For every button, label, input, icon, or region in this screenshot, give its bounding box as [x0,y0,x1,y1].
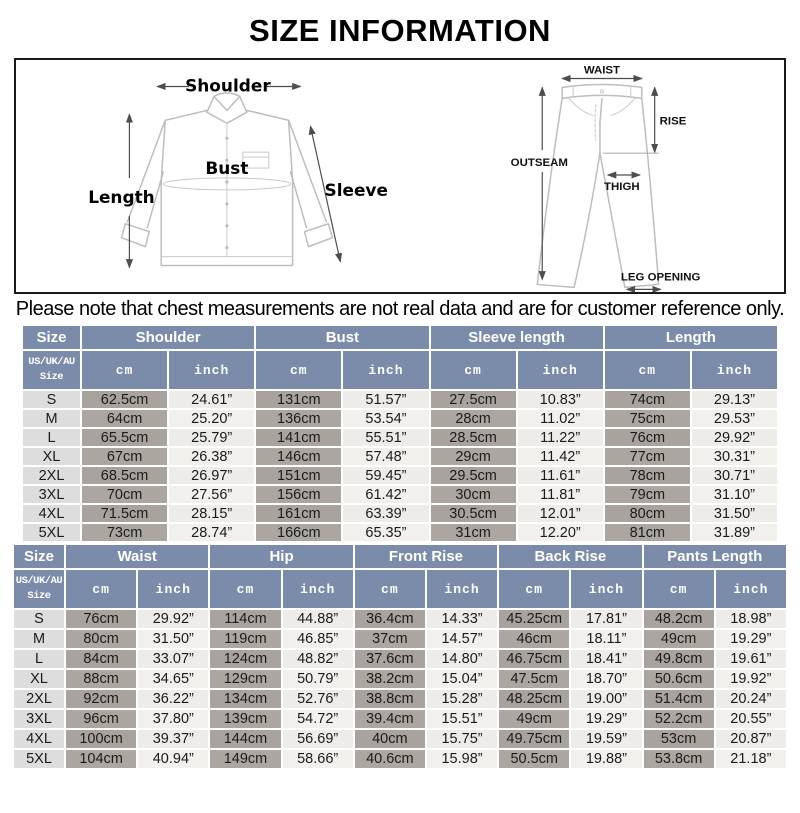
cm-value-cell: 80cm [605,505,690,522]
cm-value-cell: 38.8cm [355,690,425,708]
cm-value-cell: 124cm [210,650,280,668]
size-cell: 5XL [14,750,64,768]
size-cell: M [23,410,80,427]
shirt-measurement-diagram [16,60,400,292]
cm-value-cell: 76cm [66,610,136,628]
inch-unit-header: inch [692,351,777,389]
inch-value-cell: 31.89” [692,524,777,541]
inch-value-cell: 18.98” [716,610,786,628]
inch-value-cell: 55.51” [343,429,428,446]
cm-unit-header: cm [499,570,569,608]
cm-value-cell: 129cm [210,670,280,688]
inch-value-cell: 33.07” [138,650,208,668]
cm-value-cell: 40.6cm [355,750,425,768]
cm-value-cell: 39.4cm [355,710,425,728]
inch-value-cell: 11.42” [518,448,603,465]
page-title: SIZE INFORMATION [249,13,551,48]
us-uk-au-size-header: US/UK/AU Size [14,570,64,608]
cm-value-cell: 161cm [256,505,341,522]
cm-value-cell: 53.8cm [644,750,714,768]
cm-value-cell: 48.25cm [499,690,569,708]
cm-value-cell: 114cm [210,610,280,628]
cm-value-cell: 46cm [499,630,569,648]
inch-value-cell: 29.92” [692,429,777,446]
table-row [14,610,786,628]
inch-value-cell: 11.02” [518,410,603,427]
inch-unit-header: inch [518,351,603,389]
inch-value-cell: 29.53” [692,410,777,427]
table-row [14,690,786,708]
cm-value-cell: 146cm [256,448,341,465]
rise-label: RISE [659,115,687,128]
cm-value-cell: 78cm [605,467,690,484]
cm-value-cell: 30cm [431,486,516,503]
inch-value-cell: 63.39” [343,505,428,522]
table-row [23,505,777,522]
inch-value-cell: 31.50” [692,505,777,522]
inch-value-cell: 10.83” [518,391,603,408]
cm-value-cell: 77cm [605,448,690,465]
leg-opening-label: LEG OPENING [620,271,701,284]
inch-value-cell: 20.24” [716,690,786,708]
inch-value-cell: 21.18” [716,750,786,768]
inch-value-cell: 34.65” [138,670,208,688]
table-row [23,467,777,484]
cm-unit-header: cm [210,570,280,608]
thigh-label: THIGH [604,180,640,193]
size-cell: XL [23,448,80,465]
pants-button [600,90,603,93]
cm-value-cell: 31cm [431,524,516,541]
table-row [23,391,777,408]
cm-unit-header: cm [256,351,341,389]
cm-value-cell: 104cm [66,750,136,768]
size-cell: L [14,650,64,668]
inch-value-cell: 31.50” [138,630,208,648]
cm-value-cell: 49.75cm [499,730,569,748]
back-rise-column-header: Back Rise [499,545,641,568]
inch-value-cell: 15.28” [427,690,497,708]
pants-length-column-header: Pants Length [644,545,787,568]
cm-value-cell: 49cm [644,630,714,648]
inch-value-cell: 14.57” [427,630,497,648]
inch-value-cell: 56.69” [283,730,353,748]
table-row [14,710,786,728]
cm-unit-header: cm [82,351,167,389]
cm-value-cell: 46.75cm [499,650,569,668]
cm-value-cell: 28cm [431,410,516,427]
inch-value-cell: 15.04” [427,670,497,688]
inch-value-cell: 11.61” [518,467,603,484]
size-cell: S [14,610,64,628]
inch-value-cell: 17.81” [571,610,641,628]
cm-value-cell: 37cm [355,630,425,648]
size-cell: 2XL [14,690,64,708]
tops-unit-header-row [23,351,777,389]
size-cell: 4XL [23,505,80,522]
cm-value-cell: 51.4cm [644,690,714,708]
tops-size-table [21,324,779,543]
cm-value-cell: 149cm [210,750,280,768]
sleeve-length-column-header: Sleeve length [431,326,603,349]
cm-value-cell: 76cm [605,429,690,446]
inch-value-cell: 19.61” [716,650,786,668]
inch-unit-header: inch [716,570,786,608]
size-cell: M [14,630,64,648]
inch-value-cell: 30.31” [692,448,777,465]
cm-value-cell: 27.5cm [431,391,516,408]
shoulder-label: Shoulder [185,75,271,96]
inch-value-cell: 30.71” [692,467,777,484]
inch-value-cell: 12.20” [518,524,603,541]
cm-value-cell: 139cm [210,710,280,728]
inch-value-cell: 29.13” [692,391,777,408]
inch-value-cell: 19.29” [571,710,641,728]
inch-value-cell: 18.11” [571,630,641,648]
cm-value-cell: 50.5cm [499,750,569,768]
cm-unit-header: cm [355,570,425,608]
inch-value-cell: 27.56” [169,486,254,503]
pants-fly [600,98,602,153]
cm-value-cell: 40cm [355,730,425,748]
inch-value-cell: 39.37” [138,730,208,748]
inch-value-cell: 11.81” [518,486,603,503]
inch-value-cell: 19.88” [571,750,641,768]
cm-value-cell: 144cm [210,730,280,748]
sleeve-label: Sleeve [324,179,388,200]
cm-value-cell: 29cm [431,448,516,465]
inch-value-cell: 12.01” [518,505,603,522]
cm-value-cell: 88cm [66,670,136,688]
front-rise-column-header: Front Rise [355,545,497,568]
cm-value-cell: 84cm [66,650,136,668]
inch-unit-header: inch [343,351,428,389]
length-label: Length [88,186,155,207]
inch-unit-header: inch [169,351,254,389]
inch-value-cell: 57.48” [343,448,428,465]
cm-value-cell: 80cm [66,630,136,648]
shoulder-column-header: Shoulder [82,326,254,349]
pants-measurement-diagram [400,60,784,292]
inch-value-cell: 58.66” [283,750,353,768]
size-column-header: Size [14,545,64,568]
inch-value-cell: 19.92” [716,670,786,688]
length-column-header: Length [605,326,777,349]
table-row [14,630,786,648]
cm-value-cell: 38.2cm [355,670,425,688]
inch-value-cell: 26.97” [169,467,254,484]
measurement-diagram-box [14,58,786,294]
inch-value-cell: 59.45” [343,467,428,484]
inch-unit-header: inch [283,570,353,608]
cm-value-cell: 52.2cm [644,710,714,728]
inch-unit-header: inch [427,570,497,608]
inch-value-cell: 46.85” [283,630,353,648]
size-cell: XL [14,670,64,688]
cm-value-cell: 74cm [605,391,690,408]
tops-group-header-row [23,326,777,349]
cm-value-cell: 29.5cm [431,467,516,484]
size-cell: S [23,391,80,408]
inch-value-cell: 15.51” [427,710,497,728]
table-row [14,750,786,768]
bottoms-size-table [12,543,788,770]
inch-value-cell: 48.82” [283,650,353,668]
inch-value-cell: 52.76” [283,690,353,708]
inch-value-cell: 61.42” [343,486,428,503]
outseam-label: OUTSEAM [510,157,568,170]
cm-value-cell: 151cm [256,467,341,484]
cm-value-cell: 131cm [256,391,341,408]
cm-value-cell: 64cm [82,410,167,427]
cm-value-cell: 49.8cm [644,650,714,668]
inch-value-cell: 51.57” [343,391,428,408]
cm-value-cell: 30.5cm [431,505,516,522]
cm-unit-header: cm [605,351,690,389]
cm-value-cell: 156cm [256,486,341,503]
pants-waistband [562,84,642,98]
inch-value-cell: 31.10” [692,486,777,503]
inch-value-cell: 15.75” [427,730,497,748]
size-column-header: Size [23,326,80,349]
inch-value-cell: 24.61” [169,391,254,408]
size-cell: 5XL [23,524,80,541]
cm-value-cell: 65.5cm [82,429,167,446]
table-row [14,650,786,668]
table-row [23,524,777,541]
cm-value-cell: 166cm [256,524,341,541]
inch-value-cell: 54.72” [283,710,353,728]
table-row [23,486,777,503]
cm-value-cell: 119cm [210,630,280,648]
cm-value-cell: 141cm [256,429,341,446]
inch-value-cell: 40.94” [138,750,208,768]
cm-value-cell: 81cm [605,524,690,541]
size-cell: L [23,429,80,446]
waist-column-header: Waist [66,545,208,568]
cm-value-cell: 49cm [499,710,569,728]
cm-value-cell: 37.6cm [355,650,425,668]
cm-value-cell: 48.2cm [644,610,714,628]
cm-value-cell: 96cm [66,710,136,728]
inch-value-cell: 44.88” [283,610,353,628]
inch-value-cell: 19.00” [571,690,641,708]
bust-label: Bust [205,158,249,179]
inch-value-cell: 29.92” [138,610,208,628]
cm-value-cell: 36.4cm [355,610,425,628]
inch-value-cell: 25.79” [169,429,254,446]
inch-value-cell: 15.98” [427,750,497,768]
inch-value-cell: 19.59” [571,730,641,748]
cm-value-cell: 50.6cm [644,670,714,688]
table-row [14,730,786,748]
inch-value-cell: 28.15” [169,505,254,522]
table-row [23,448,777,465]
us-uk-au-size-header: US/UK/AU Size [23,351,80,389]
pants-fly-stitch [595,104,596,140]
pants-left-leg [537,98,600,287]
inch-value-cell: 26.38” [169,448,254,465]
inch-value-cell: 50.79” [283,670,353,688]
cm-value-cell: 45.25cm [499,610,569,628]
cm-value-cell: 70cm [82,486,167,503]
reference-note: Please note that chest measurements are not real data and are for customer reference only. [0,298,800,321]
table-row [23,410,777,427]
cm-value-cell: 62.5cm [82,391,167,408]
inch-value-cell: 28.74” [169,524,254,541]
cm-unit-header: cm [644,570,714,608]
cm-value-cell: 79cm [605,486,690,503]
inch-value-cell: 18.41” [571,650,641,668]
bottoms-group-header-row [14,545,786,568]
size-cell: 4XL [14,730,64,748]
inch-value-cell: 37.80” [138,710,208,728]
shirt-left-cuff [121,224,149,247]
cm-value-cell: 134cm [210,690,280,708]
cm-value-cell: 47.5cm [499,670,569,688]
inch-value-cell: 25.20” [169,410,254,427]
cm-value-cell: 71.5cm [82,505,167,522]
hip-column-header: Hip [210,545,352,568]
cm-value-cell: 67cm [82,448,167,465]
inch-unit-header: inch [138,570,208,608]
size-cell: 3XL [14,710,64,728]
inch-value-cell: 20.87” [716,730,786,748]
cm-unit-header: cm [66,570,136,608]
cm-value-cell: 136cm [256,410,341,427]
inch-value-cell: 36.22” [138,690,208,708]
waist-label: WAIST [583,64,621,77]
cm-value-cell: 28.5cm [431,429,516,446]
inch-value-cell: 20.55” [716,710,786,728]
inch-value-cell: 65.35” [343,524,428,541]
inch-value-cell: 19.29” [716,630,786,648]
size-cell: 3XL [23,486,80,503]
shirt-left-sleeve [127,120,165,227]
cm-value-cell: 73cm [82,524,167,541]
inch-unit-header: inch [571,570,641,608]
size-cell: 2XL [23,467,80,484]
cm-value-cell: 100cm [66,730,136,748]
inch-value-cell: 11.22” [518,429,603,446]
inch-value-cell: 18.70” [571,670,641,688]
cm-value-cell: 92cm [66,690,136,708]
cm-value-cell: 68.5cm [82,467,167,484]
inch-value-cell: 53.54” [343,410,428,427]
cm-unit-header: cm [431,351,516,389]
cm-value-cell: 75cm [605,410,690,427]
bottoms-unit-header-row [14,570,786,608]
table-row [14,670,786,688]
shirt-right-cuff [304,224,332,247]
table-row [23,429,777,446]
inch-value-cell: 14.80” [427,650,497,668]
bust-column-header: Bust [256,326,428,349]
size-information-page [0,13,800,770]
inch-value-cell: 14.33” [427,610,497,628]
cm-value-cell: 53cm [644,730,714,748]
